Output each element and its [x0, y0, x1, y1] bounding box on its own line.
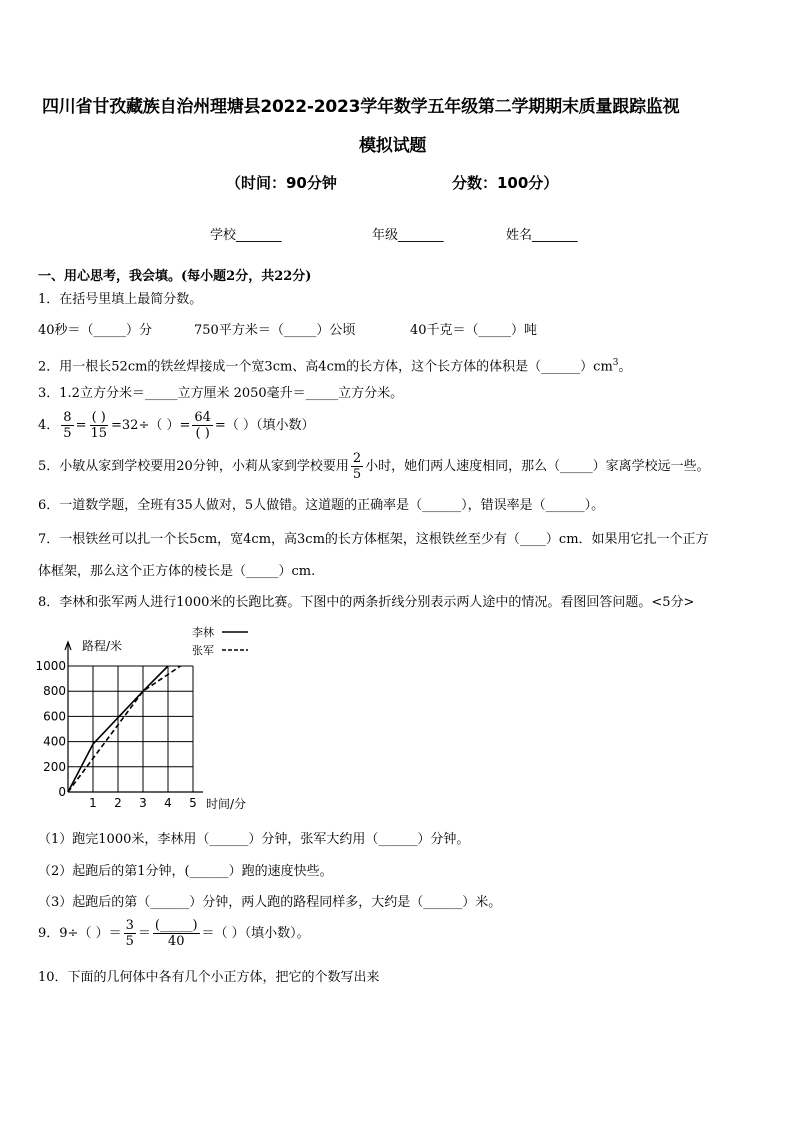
fraction-denominator: 5 — [63, 426, 72, 441]
question-3: 3．1.2立方分米＝_____立方厘米 2050毫升＝_____立方分米。 — [38, 386, 404, 401]
question-6: 6．一道数学题，全班有35人做对，5人做错。这道题的正确率是（______），错误率是（______）。 — [38, 498, 605, 513]
series-line-2 — [68, 666, 181, 792]
question-8-part-2: （2）起跑后的第1分钟，(______）跑的速度快些。 — [38, 864, 333, 879]
question-8-part-3: （3）起跑后的第（______）分钟，两人跑的路程同样多，大约是（______）米。 — [38, 895, 502, 910]
equals: = — [75, 417, 87, 433]
question-2-end: 。 — [618, 359, 632, 375]
question-8-stem: 8．李林和张军两人进行1000米的长跑比赛。下图中的两条折线分别表示两人途中的情况。看图回答问题。<5分> — [38, 595, 695, 610]
y-tick-label: 800 — [43, 684, 66, 699]
question-1-stem: 1．在括号里填上最简分数。 — [38, 292, 203, 307]
question-5-after: 小时，她们两人速度相同，那么（_____）家离学校远一些。 — [365, 458, 710, 474]
grade-field[interactable]: 年级_______ — [372, 228, 444, 243]
fraction-numerator: 3 — [125, 918, 134, 933]
distance-time-chart — [30, 622, 260, 817]
question-8-part-1: （1）跑完1000米，李林用（______）分钟，张军大约用（______）分钟。 — [38, 832, 470, 847]
fraction-64-blank — [192, 410, 213, 441]
question-2 — [38, 355, 632, 375]
unit-superscript: 3 — [612, 358, 619, 368]
fraction-numerator: 2 — [352, 451, 362, 466]
equals: ＝ — [137, 925, 151, 941]
y-tick-label: 0 — [58, 785, 66, 799]
question-1c: 40千克＝（_____）吨 — [410, 323, 538, 338]
fraction-numerator: 8 — [63, 410, 72, 425]
y-tick-label: 200 — [43, 759, 66, 774]
x-tick-label: 5 — [189, 796, 197, 810]
legend-label: 张军 — [192, 644, 214, 657]
page-title-line2: 模拟试题 — [359, 136, 427, 156]
question-1b: 750平方米＝（_____）公顷 — [194, 323, 356, 338]
question-4-mid: =32÷（ ）= — [111, 417, 191, 433]
question-5 — [38, 451, 710, 482]
exam-score: 分数：100分） — [452, 174, 559, 192]
question-9-end: ＝（ ）（填小数）。 — [201, 925, 310, 941]
fraction-blank-40 — [153, 918, 200, 949]
question-9 — [38, 918, 310, 949]
school-field[interactable]: 学校_______ — [210, 228, 282, 243]
question-4 — [38, 410, 314, 441]
fraction-denominator: 40 — [167, 934, 185, 949]
fraction-denominator: 5 — [125, 934, 134, 949]
fraction-3-5 — [124, 918, 136, 949]
legend-label: 李林 — [192, 626, 214, 639]
question-1a: 40秒＝（_____）分 — [38, 323, 153, 338]
y-tick-label: 600 — [43, 709, 66, 724]
y-axis-label: 路程/米 — [82, 639, 123, 653]
page-title: 四川省甘孜藏族自治州理塘县2022-2023学年数学五年级第二学期期末质量跟踪监视 — [42, 97, 680, 117]
question-4-prefix: 4． — [38, 417, 60, 433]
fraction-2-5 — [351, 451, 363, 482]
fraction-denominator: 15 — [90, 426, 108, 441]
y-tick-label: 400 — [43, 734, 66, 749]
x-tick-label: 3 — [139, 796, 147, 810]
question-7-line1: 7．一根铁丝可以扎一个长5cm，宽4cm，高3cm的长方体框架，这根铁丝至少有（____）cm．如果用它扎一个正方 — [38, 532, 709, 547]
fraction-denominator: ( ) — [195, 426, 210, 441]
exam-time: （时间：90分钟 — [226, 174, 337, 192]
x-tick-label: 4 — [164, 796, 172, 810]
fraction-8-5 — [61, 410, 73, 441]
fraction-numerator: (_____) — [154, 918, 198, 933]
question-4-end: =（ ）（填小数） — [214, 417, 315, 433]
fraction-blank-15 — [88, 410, 109, 441]
fraction-numerator: 64 — [194, 410, 211, 425]
x-tick-label: 1 — [89, 796, 97, 810]
question-2-text: 2．用一根长52cm的铁丝焊接成一个宽3cm、高4cm的长方体，这个长方体的体积是（______）cm — [38, 359, 613, 375]
chart-legend — [192, 625, 248, 657]
question-9-prefix: 9．9÷（ ）＝ — [38, 925, 122, 941]
question-10: 10．下面的几何体中各有几个小正方体，把它的个数写出来 — [38, 970, 380, 985]
fraction-denominator: 5 — [352, 467, 362, 482]
name-field[interactable]: 姓名_______ — [506, 228, 578, 243]
question-5-before: 5．小敏从家到学校要用20分钟，小莉从家到学校要用 — [38, 458, 349, 474]
fraction-numerator: ( ) — [91, 410, 106, 425]
x-axis-label: 时间/分 — [206, 797, 247, 811]
y-tick-label: 1000 — [35, 659, 66, 673]
question-7-line2: 体框架，那么这个正方体的棱长是（_____）cm. — [38, 564, 316, 579]
x-tick-label: 2 — [114, 796, 122, 810]
section-heading: 一、用心思考，我会填。(每小题2分，共22分) — [38, 269, 312, 284]
